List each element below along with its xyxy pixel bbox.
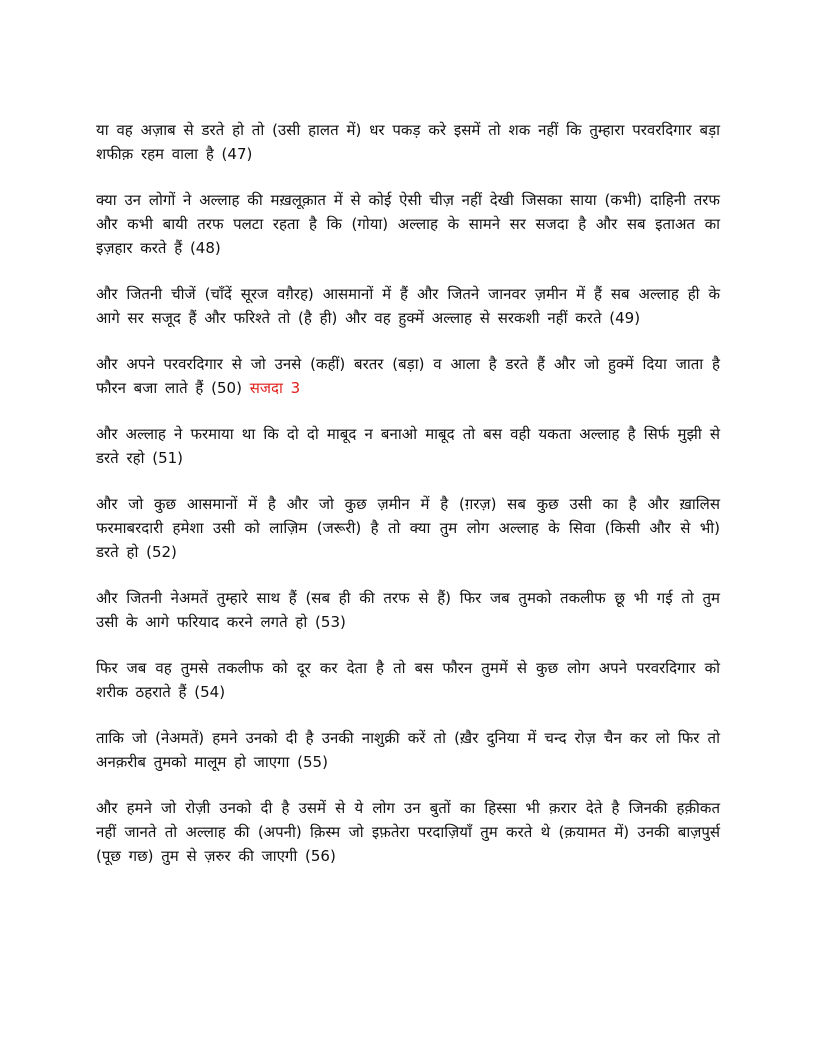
- verse-text: ताकि जो (नेअमतें) हमने उनको दी है उनकी नाशुक्री करें तो (ख़ैर दुनिया में चन्द रोज़ चैन कर लो फिर तो अनक़रीब तुमको मालूम हो जाएगा (55): [96, 729, 720, 771]
- sajda-marker: सजदा 3: [249, 379, 301, 397]
- verse-53: [96, 586, 720, 634]
- verse-56: [96, 796, 720, 868]
- verse-text: और अल्लाह ने फरमाया था कि दो दो माबूद न बनाओ माबूद तो बस वही यकता अल्लाह है सिर्फ मुझी से डरते रहो (51): [96, 425, 720, 467]
- verse-text: और हमने जो रोज़ी उनको दी है उसमें से ये लोग उन बुतों का हिस्सा भी क़रार देते है जिनकी हक़ीकत नहीं जानते तो अल्लाह की (अपनी) क़िस्म जो इफ़तेरा परदाज़ियाँ तुम करते थे (क़यामत में) उनकी बाज़पुर्स (पूछ गछ) तुम से ज़रुर की जाएगी (56): [96, 799, 720, 865]
- verse-text: क्या उन लोगों ने अल्लाह की मख़लूक़ात में से कोई ऐसी चीज़ नहीं देखी जिसका साया (कभी) दाहिनी तरफ और कभी बायी तरफ पलटा रहता है कि (गोया) अल्लाह के सामने सर सजदा है और सब इताअत का इज़हार करते हैं (48): [96, 191, 720, 257]
- verse-50: [96, 352, 720, 400]
- verse-text: और जितनी नेअमतें तुम्हारे साथ हैं (सब ही की तरफ से हैं) फिर जब तुमको तकलीफ छू भी गई तो तुम उसी के आगे फरियाद करने लगते हो (53): [96, 589, 720, 631]
- verse-47: [96, 118, 720, 166]
- verse-55: [96, 726, 720, 774]
- verse-text: और जितनी चीजें (चाँदें सूरज वग़ैरह) आसमानों में हैं और जितने जानवर ज़मीन में हैं सब अल्लाह ही के आगे सर सजूद हैं और फरिश्ते तो (है ही) और वह हुक्में अल्लाह से सरकशी नहीं करते (49): [96, 285, 720, 327]
- verse-text: और अपने परवरदिगार से जो उनसे (कहीं) बरतर (बड़ा) व आला है डरते हैं और जो हुक्में दिया जाता है फौरन बजा लाते हैं (50): [96, 355, 720, 397]
- verse-49: [96, 282, 720, 330]
- verse-52: [96, 492, 720, 564]
- verse-text: फिर जब वह तुमसे तकलीफ को दूर कर देता है तो बस फौरन तुममें से कुछ लोग अपने परवरदिगार को शरीक ठहराते हैं (54): [96, 659, 720, 701]
- verse-text: या वह अज़ाब से डरते हो तो (उसी हालत में) धर पकड़ करे इसमें तो शक नहीं कि तुम्हारा परवरदिगार बड़ा शफीक़ रहम वाला है (47): [96, 121, 720, 163]
- verse-51: [96, 422, 720, 470]
- verse-text: और जो कुछ आसमानों में है और जो कुछ ज़मीन में है (ग़रज़) सब कुछ उसी का है और ख़ालिस फरमाबरदारी हमेशा उसी को लाज़िम (जरूरी) है तो क्या तुम लोग अल्लाह के सिवा (किसी और से भी) डरते हो (52): [96, 495, 720, 561]
- verse-54: [96, 656, 720, 704]
- document-page: [96, 118, 720, 890]
- verse-48: [96, 188, 720, 260]
